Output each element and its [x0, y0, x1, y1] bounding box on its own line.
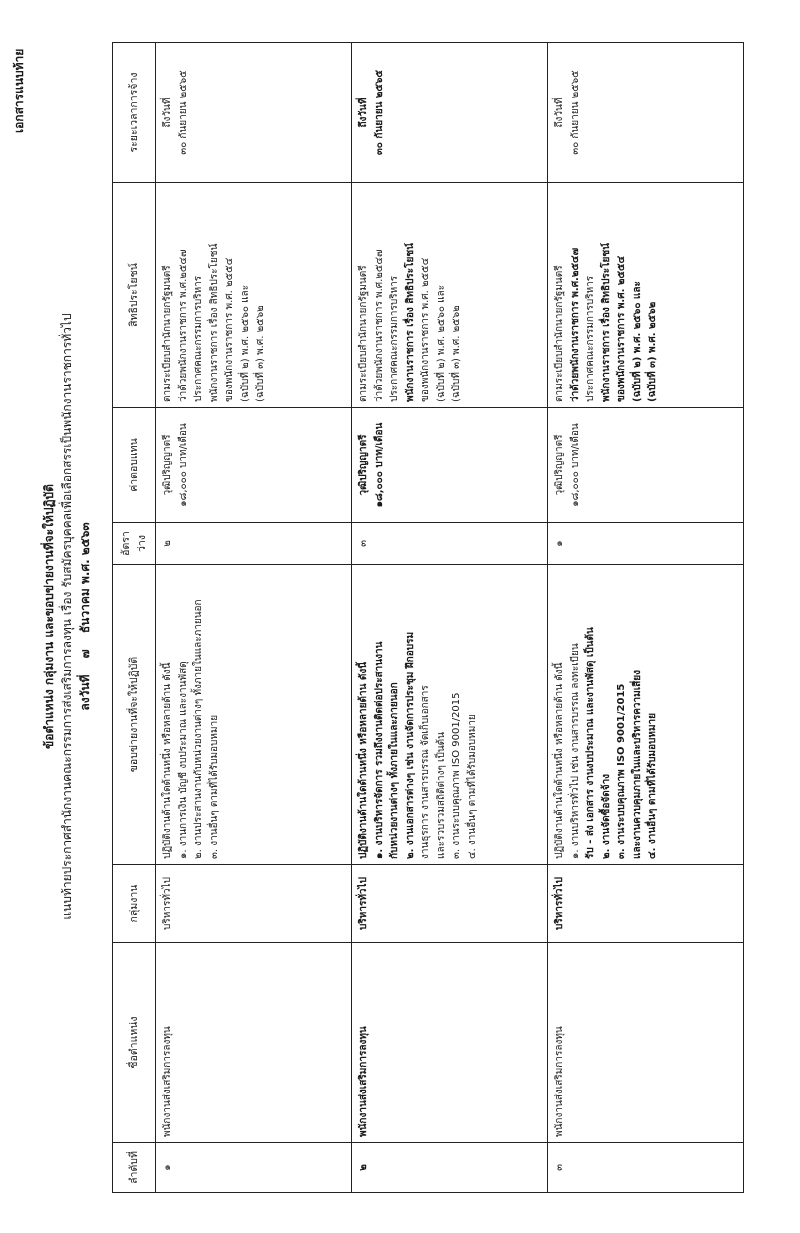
benefit-line: ของพนักงานราชการ พ.ศ. ๒๕๕๔	[420, 257, 431, 402]
benefit-line: ตามระเบียบสำนักนายกรัฐมนตรี	[358, 265, 369, 402]
header-vacancies: อัตราว่าง	[113, 523, 156, 565]
row-pay	[156, 408, 352, 523]
row-group: บริหารทั่วไป	[548, 865, 744, 943]
row-no: ๓	[548, 1143, 744, 1193]
row-vacancies: ๑	[548, 523, 744, 565]
row-no: ๑	[156, 1143, 352, 1193]
pay-qualification: วุฒิปริญญาตรี	[554, 434, 565, 496]
row-pay	[548, 408, 744, 523]
row-duties	[352, 565, 548, 865]
benefit-line: (ฉบับที่ ๒) พ.ศ. ๒๕๖๐ และ	[239, 284, 251, 402]
positions-table	[112, 42, 744, 1193]
period-date: ๓๐ กันยายน ๒๕๖๕	[373, 69, 385, 156]
table-row	[352, 43, 548, 1193]
date-month-year: ธันวาคม พ.ศ. ๒๕๖๓	[78, 522, 92, 634]
row-benefits	[156, 183, 352, 408]
row-duties	[548, 565, 744, 865]
row-period	[548, 43, 744, 183]
period-label: ถึงวันที่	[162, 97, 173, 128]
pay-qualification: วุฒิปริญญาตรี	[358, 434, 369, 496]
pay-amount: ๑๘,๐๐๐ บาท/เดือน	[177, 423, 189, 507]
duty-line: ๔. งานอื่นๆ ตามที่ได้รับมอบหมาย	[647, 712, 658, 859]
header-group: กลุ่มงาน	[113, 865, 156, 943]
row-vacancies: ๓	[352, 523, 548, 565]
benefit-line: (ฉบับที่ ๓) พ.ศ. ๒๕๖๒	[647, 301, 658, 402]
period-date: ๓๐ กันยายน ๒๕๖๕	[569, 70, 581, 155]
row-position: พนักงานส่งเสริมการลงทุน	[352, 943, 548, 1143]
duty-line: ปฏิบัติงานด้านใดด้านหนึ่ง หรือหลายด้าน ดังนี้	[554, 662, 565, 859]
header-period: ระยะเวลาการจ้าง	[113, 43, 156, 183]
row-period	[156, 43, 352, 183]
duty-line: และรวบรวมสถิติต่างๆ เป็นต้น	[435, 732, 447, 859]
benefit-line: ของพนักงานราชการ พ.ศ. ๒๕๕๔	[616, 255, 627, 402]
duty-line: รับ - ส่ง เอกสาร งานงบประมาณ และงานพัสดุ เป็นต้น	[585, 627, 596, 859]
benefit-line: (ฉบับที่ ๒) พ.ศ. ๒๕๖๐ และ	[631, 281, 643, 402]
row-group: บริหารทั่วไป	[352, 865, 548, 943]
period-label: ถึงวันที่	[358, 97, 369, 128]
duty-line: และงานควบคุมภายในและบริหารความเสี่ยง	[631, 669, 643, 859]
row-position: พนักงานส่งเสริมการลงทุน	[156, 943, 352, 1143]
row-no: ๒	[352, 1143, 548, 1193]
duty-line: ๑. งานบริหารจัดการ รวมถึงงานติดต่อประสานงาน	[373, 641, 385, 859]
duty-line: ๓. งานอื่นๆ ตามที่ได้รับมอบหมาย	[208, 714, 220, 859]
row-pay	[352, 408, 548, 523]
duty-line: ปฏิบัติงานด้านใดด้านหนึ่ง หรือหลายด้าน ดังนี้	[162, 662, 173, 859]
duty-line: กับหน่วยงานต่างๆ ทั้งภายในและภายนอก	[389, 682, 400, 859]
duty-line: ๒. งานเอกสารต่างๆ เช่น งานจัดการประชุม ฝึกอบรม	[404, 631, 416, 859]
row-group: บริหารทั่วไป	[156, 865, 352, 943]
row-vacancies: ๒	[156, 523, 352, 565]
row-position: พนักงานส่งเสริมการลงทุน	[548, 943, 744, 1143]
header-no: ลำดับที่	[113, 1143, 156, 1193]
benefit-line: ตามระเบียบสำนักนายกรัฐมนตรี	[554, 265, 565, 402]
benefit-line: ประกาศคณะกรรมการบริหาร	[193, 275, 204, 402]
benefit-line: ประกาศคณะกรรมการบริหาร	[585, 275, 596, 402]
pay-qualification: วุฒิปริญญาตรี	[162, 434, 173, 496]
header-position: ชื่อตำแหน่ง	[113, 943, 156, 1143]
benefit-line: (ฉบับที่ ๓) พ.ศ. ๒๕๖๒	[451, 305, 462, 402]
benefit-line: ว่าด้วยพนักงานราชการ พ.ศ.๒๕๔๗	[569, 247, 581, 402]
duty-line: ๓. งานระบบคุณภาพ ISO 9001/2015	[616, 683, 627, 859]
duty-line: ปฏิบัติงานด้านใดด้านหนึ่ง หรือหลายด้าน ดังนี้	[358, 661, 369, 859]
row-period	[352, 43, 548, 183]
duty-line: ๒. งานจัดซื้อจัดจ้าง	[600, 773, 612, 859]
pay-amount: ๑๘,๐๐๐ บาท/เดือน	[569, 423, 581, 507]
duty-line: ๔. งานอื่นๆ ตามที่ได้รับมอบหมาย	[466, 714, 478, 859]
period-date: ๓๐ กันยายน ๒๕๖๕	[177, 70, 189, 155]
period-label: ถึงวันที่	[554, 97, 565, 128]
benefit-line: ว่าด้วยพนักงานราชการ พ.ศ.๒๕๔๗	[373, 249, 385, 402]
benefit-line: (ฉบับที่ ๓) พ.ศ. ๒๕๖๒	[255, 305, 266, 402]
duty-line: ๒. งานประสานงานกับหน่วยงานต่างๆ ทั้งภายในและภายนอก	[193, 599, 204, 859]
document-date-line	[76, 0, 95, 1233]
table-row	[548, 43, 744, 1193]
benefit-line: (ฉบับที่ ๒) พ.ศ. ๒๕๖๐ และ	[435, 284, 447, 402]
benefit-line: ประกาศคณะกรรมการบริหาร	[389, 275, 400, 402]
pay-amount: ๑๘,๐๐๐ บาท/เดือน	[373, 422, 385, 508]
row-benefits	[352, 183, 548, 408]
benefit-line: ของพนักงานราชการ พ.ศ. ๒๕๕๔	[224, 257, 235, 402]
table-row	[156, 43, 352, 1193]
benefit-line: ว่าด้วยพนักงานราชการ พ.ศ.๒๕๔๗	[177, 249, 189, 402]
appendix-label: เอกสารแนบท้าย	[12, 48, 26, 133]
header-pay: ค่าตอบแทน	[113, 408, 156, 523]
duty-line: ๓. งานระบบคุณภาพ ISO 9001/2015	[451, 692, 462, 859]
table-header-row	[113, 43, 156, 1193]
benefit-line: พนักงานราชการ เรื่อง สิทธิประโยชน์	[404, 242, 416, 402]
benefit-line: พนักงานราชการ เรื่อง สิทธิประโยชน์	[208, 243, 220, 402]
date-prefix: ลงวันที่	[78, 674, 92, 711]
document-subtitle: แนบท้ายประกาศสำนักงานคณะกรรมการส่งเสริมการลงทุน เรื่อง รับสมัครบุคคลเพื่อเลือกสรรเป็นพนักงานราชการทั่วไป	[60, 313, 74, 920]
row-duties	[156, 565, 352, 865]
row-benefits	[548, 183, 744, 408]
document-title: ข้อตำแหน่ง กลุ่มงาน และขอบข่ายงานที่จะให้ปฏิบัติ	[42, 484, 56, 749]
benefit-line: พนักงานราชการ เรื่อง สิทธิประโยชน์	[600, 242, 612, 402]
header-duties: ขอบข่ายงานที่จะให้ปฏิบัติ	[113, 565, 156, 865]
duty-line: งานธุรการ งานสารบรรณ จัดเก็บเอกสาร	[420, 685, 431, 859]
date-day: ๗	[78, 649, 92, 659]
duty-line: ๑. งานการเงิน บัญชี งบประมาณ และงานพัสดุ	[177, 661, 189, 859]
header-benefits: สิทธิประโยชน์	[113, 183, 156, 408]
duty-line: ๑. งานบริหารทั่วไป เช่น งานสารบรรณ ลงทะเบียน	[569, 643, 581, 859]
benefit-line: ตามระเบียบสำนักนายกรัฐมนตรี	[162, 265, 173, 402]
